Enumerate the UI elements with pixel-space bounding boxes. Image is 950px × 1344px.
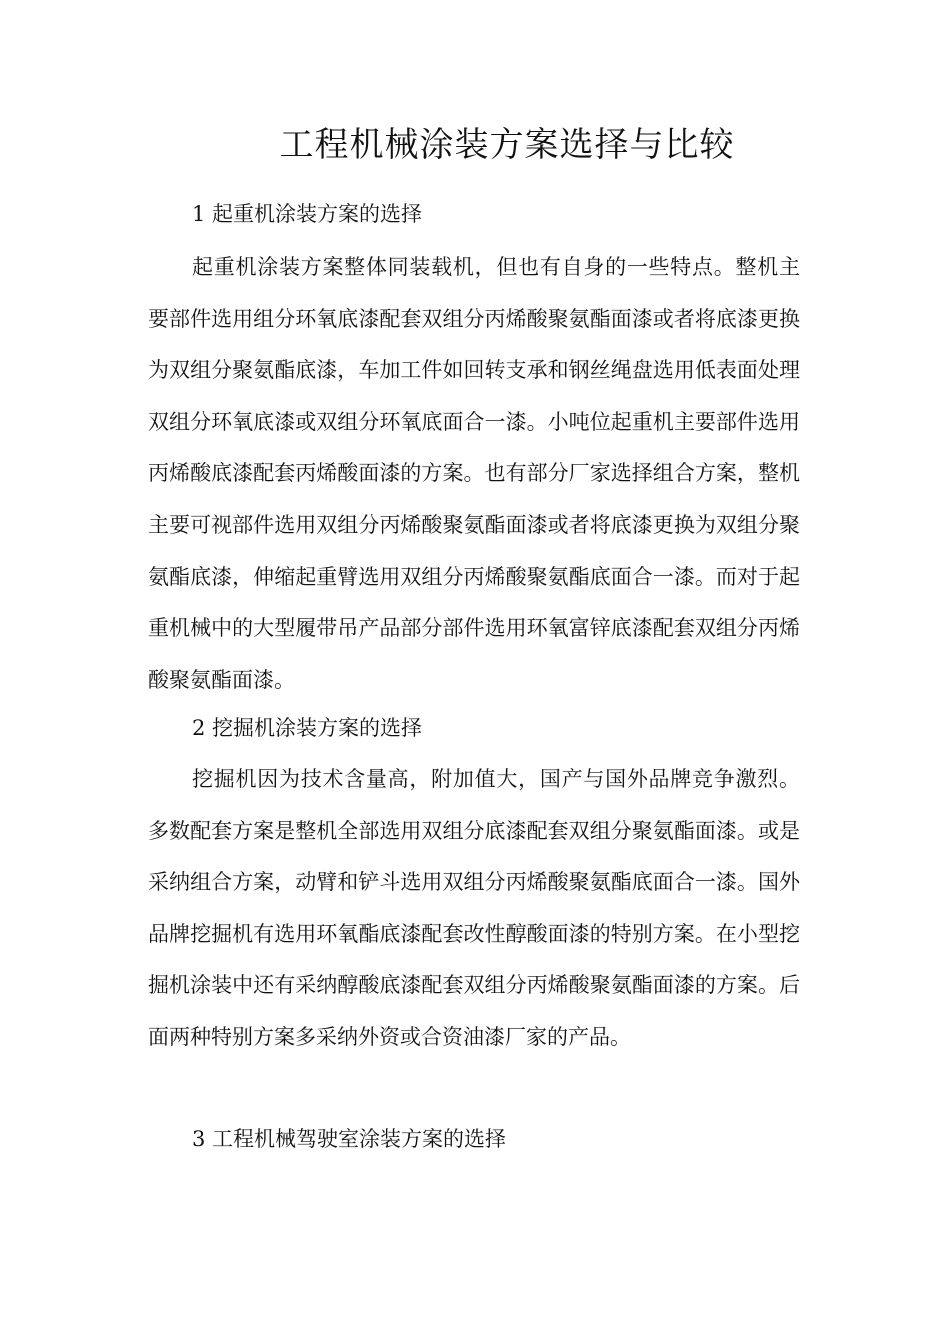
- section-heading-3: 3 工程机械驾驶室涂装方案的选择: [192, 1127, 507, 1151]
- section-heading-1: 1 起重机涂装方案的选择: [192, 202, 423, 226]
- section-paragraph-1: 起重机涂装方案整体同装载机，但也有自身的一些特点。整机主要部件选用组分环氧底漆配套双组分丙烯酸聚氨酯面漆或者将底漆更换为双组分聚氨酯底漆，车加工件如回转支承和钢丝绳盘选用低表面处理双组分环氧底漆或双组分环氧底面合一漆。小吨位起重机主要部件选用丙烯酸底漆配套丙烯酸面漆的方案。也有部分厂家选择组合方案，整机主要可视部件选用双组分丙烯酸聚氨酯面漆或者将底漆更换为双组分聚氨酯底漆，伸缩起重臂选用双组分丙烯酸聚氨酯底面合一漆。而对于起重机械中的大型履带吊产品部分部件选用环氧富锌底漆配套双组分丙烯酸聚氨酯面漆。: [148, 255, 800, 692]
- document-title: 工程机械涂装方案选择与比较: [279, 125, 735, 165]
- section-paragraph-2: 挖掘机因为技术含量高，附加值大，国产与国外品牌竞争激烈。多数配套方案是整机全部选用双组分底漆配套双组分聚氨酯面漆。或是采纳组合方案，动臂和铲斗选用双组分丙烯酸聚氨酯底面合一漆。国外品牌挖掘机有选用环氧酯底漆配套改性醇酸面漆的特别方案。在小型挖掘机涂装中还有采纳醇酸底漆配套双组分丙烯酸聚氨酯面漆的方案。后面两种特别方案多采纳外资或合资油漆厂家的产品。: [148, 767, 800, 1049]
- section-heading-2: 2 挖掘机涂装方案的选择: [192, 716, 423, 740]
